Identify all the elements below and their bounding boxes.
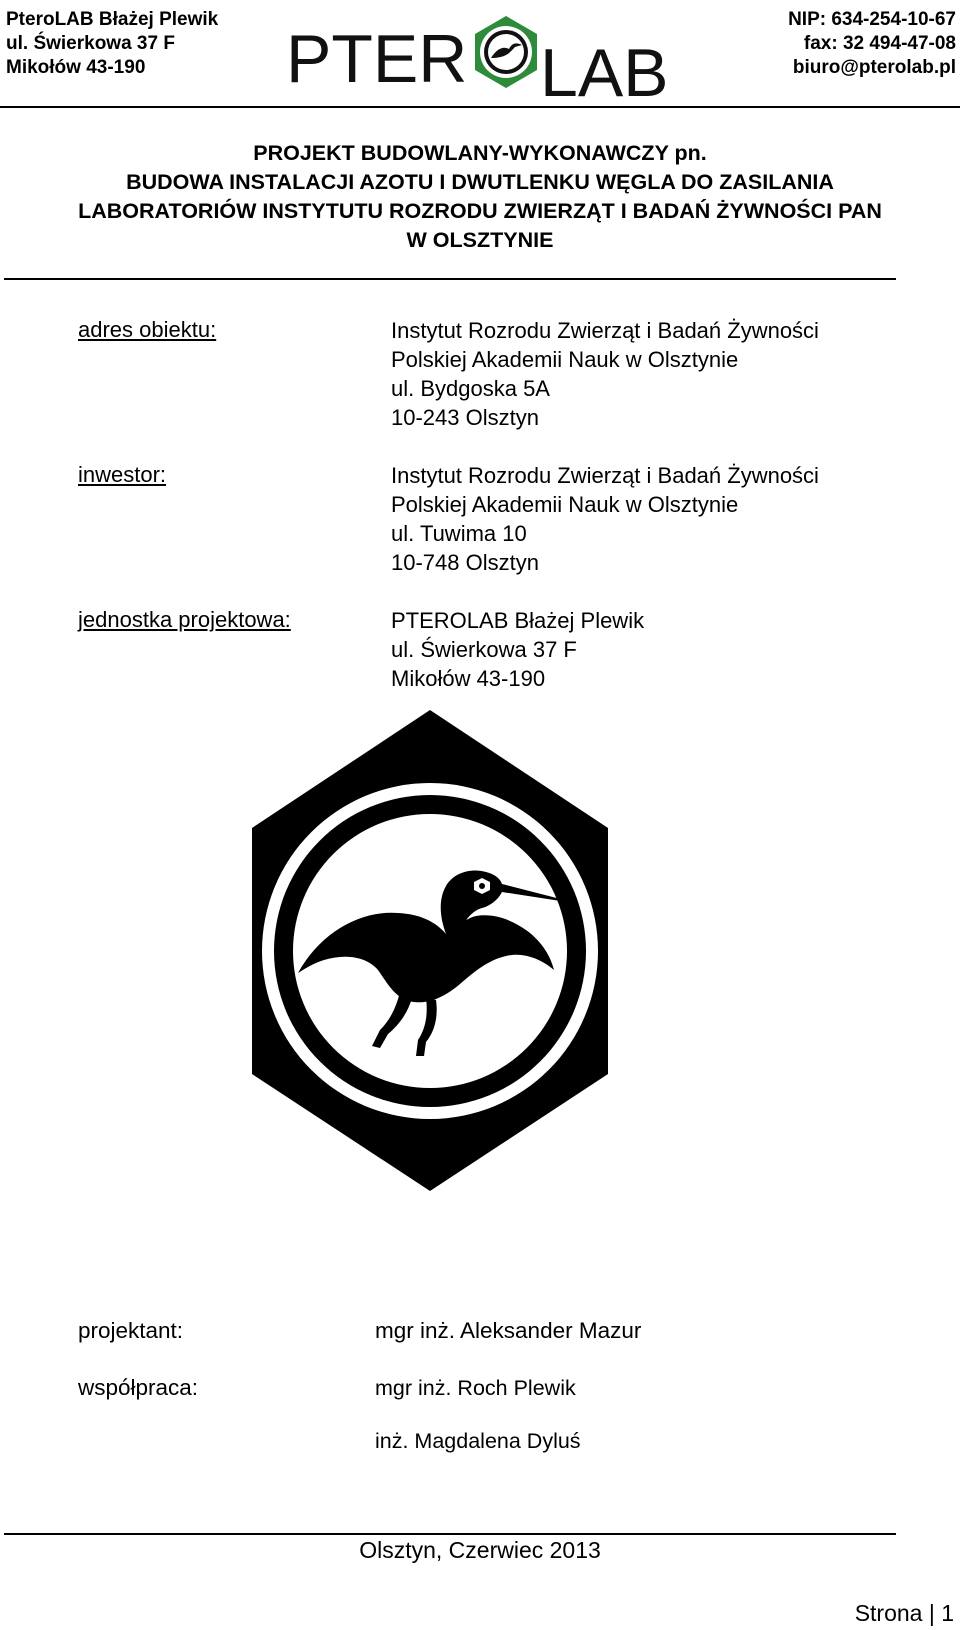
investor-line: Instytut Rozrodu Zwierząt i Badań Żywności	[391, 463, 819, 488]
address-line: Polskiej Akademii Nauk w Olsztynie	[391, 347, 739, 372]
design-unit-label: jednostka projektowa:	[78, 607, 291, 632]
cooperation-name: mgr inż. Roch Plewik	[375, 1376, 576, 1400]
design-unit-line: Mikołów 43-190	[391, 666, 546, 691]
project-title	[0, 139, 960, 255]
company-nip: NIP: 634-254-10-67	[788, 9, 956, 30]
title-line: LABORATORIÓW INSTYTUTU ROZRODU ZWIERZĄT I BADAŃ ŻYWNOŚCI PAN	[78, 199, 882, 223]
address-line: ul. Bydgoska 5A	[391, 376, 550, 401]
title-line: W OLSZTYNIE	[406, 228, 554, 252]
logo-text-left: PTER	[286, 21, 468, 97]
cooperation-label: współpraca:	[78, 1375, 199, 1400]
designer-name: mgr inż. Aleksander Mazur	[375, 1318, 642, 1343]
title-line: PROJEKT BUDOWLANY-WYKONAWCZY pn.	[253, 141, 707, 165]
header-divider	[0, 106, 960, 108]
place-date: Olsztyn, Czerwiec 2013	[359, 1537, 601, 1563]
company-street: ul. Świerkowa 37 F	[6, 33, 175, 54]
address-line: 10-243 Olsztyn	[391, 405, 539, 430]
company-contact-block	[788, 8, 956, 80]
design-unit-value	[391, 606, 644, 693]
address-value	[391, 316, 819, 432]
company-name: PteroLAB Błażej Plewik	[6, 9, 219, 30]
title-line: BUDOWA INSTALACJI AZOTU I DWUTLENKU WĘGLA DO ZASILANIA	[126, 170, 834, 194]
address-label: adres obiektu:	[78, 317, 217, 342]
investor-label: inwestor:	[78, 462, 167, 487]
company-fax: fax: 32 494-47-08	[803, 33, 956, 54]
design-unit-line: ul. Świerkowa 37 F	[391, 637, 577, 662]
design-unit-line: PTEROLAB Błażej Plewik	[391, 608, 645, 633]
company-address-block	[6, 8, 218, 80]
title-divider	[4, 278, 896, 280]
address-line: Instytut Rozrodu Zwierząt i Badań Żywności	[391, 318, 819, 343]
footer-divider	[4, 1533, 896, 1535]
page-number: Strona | 1	[854, 1600, 954, 1626]
company-city: Mikołów 43-190	[6, 57, 146, 78]
cooperation-name: inż. Magdalena Dyluś	[375, 1429, 581, 1453]
pterolab-logo	[278, 4, 733, 100]
investor-line: ul. Tuwima 10	[391, 521, 527, 546]
investor-line: 10-748 Olsztyn	[391, 550, 539, 575]
designer-label: projektant:	[78, 1318, 184, 1343]
investor-line: Polskiej Akademii Nauk w Olsztynie	[391, 492, 739, 517]
investor-value	[391, 461, 819, 577]
logo-text-right: LAB	[540, 35, 669, 100]
pterosaur-hexagon-emblem-icon	[250, 708, 610, 1193]
company-email: biuro@pterolab.pl	[792, 57, 956, 78]
